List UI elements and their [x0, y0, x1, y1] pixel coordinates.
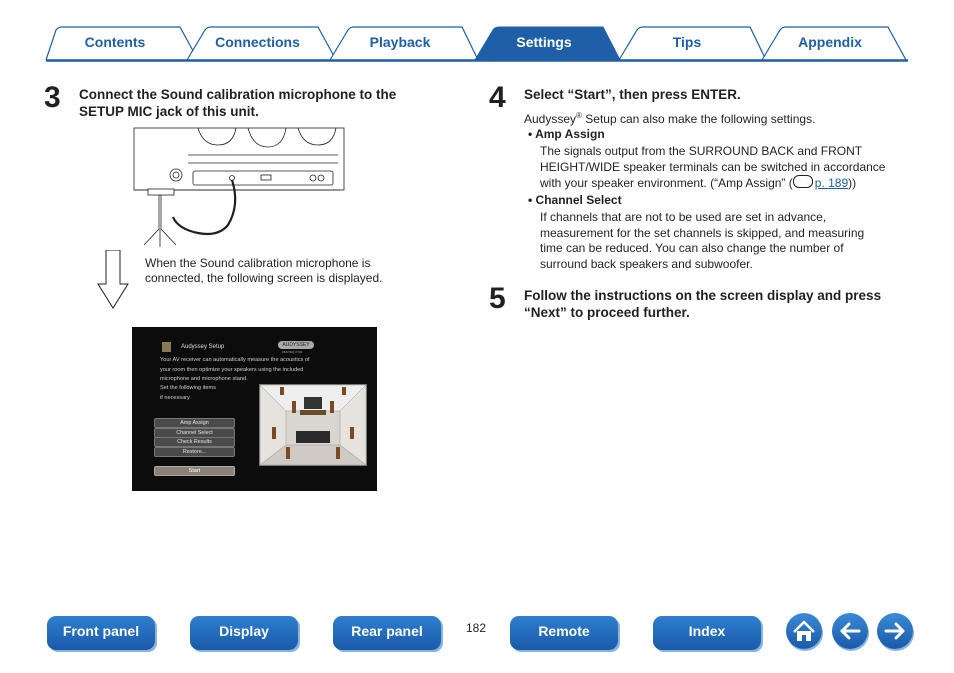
- menu-check-results[interactable]: Check Results: [154, 437, 235, 447]
- screen-desc-line5: if necessary.: [160, 394, 191, 401]
- step-5-title-line1: Follow the instructions on the screen display and press: [524, 288, 882, 303]
- page-reference-icon: [793, 175, 813, 188]
- channel-select-line1: If channels that are not to be used are set in advance,: [540, 210, 827, 224]
- microphone-connection-illustration: [128, 125, 353, 250]
- amp-assign-line3-pre: with your speaker environment. (“Amp Assign” (: [540, 176, 793, 190]
- screen-desc-line1: Your AV receiver can automatically measure the acoustics of: [160, 357, 310, 363]
- screen-description: [160, 356, 360, 385]
- home-button[interactable]: [786, 613, 822, 649]
- amp-assign-line1: The signals output from the SURROUND BACK and FRONT: [540, 144, 863, 158]
- tab-playback[interactable]: Playback: [369, 34, 431, 50]
- screen-header: Audyssey Setup: [181, 344, 225, 350]
- audyssey-setup-screen: [132, 327, 377, 491]
- index-button[interactable]: Index: [653, 616, 761, 650]
- channel-select-line3: time can be reduced. You can also change the number of: [540, 241, 844, 255]
- step-4-title: Select “Start”, then press ENTER.: [524, 87, 741, 102]
- arrow-left-icon: [832, 613, 868, 649]
- registered-mark: ®: [576, 111, 582, 120]
- menu-channel-select[interactable]: Channel Select: [154, 428, 235, 438]
- remote-button[interactable]: Remote: [510, 616, 618, 650]
- step-3-number: 3: [44, 81, 61, 114]
- step-4-number: 4: [489, 81, 506, 114]
- tab-shapes: [0, 0, 954, 64]
- tab-contents[interactable]: Contents: [84, 34, 146, 50]
- bullet-channel-select-head: Channel Select: [535, 193, 622, 207]
- step-5-number: 5: [489, 282, 506, 315]
- amp-assign-line3: [540, 175, 885, 192]
- tab-bar: [0, 0, 954, 64]
- step-3-caption-line2: connected, the following screen is displayed.: [145, 271, 383, 285]
- forward-button[interactable]: [877, 613, 913, 649]
- bullet-amp-assign: • Amp Assign: [528, 127, 605, 141]
- amp-assign-line3-post: )): [848, 176, 857, 190]
- tab-connections[interactable]: Connections: [215, 34, 300, 50]
- page-number: 182: [466, 621, 487, 635]
- menu-amp-assign[interactable]: Amp Assign: [154, 418, 235, 428]
- back-button[interactable]: [832, 613, 868, 649]
- channel-select-line4: surround back speakers and subwoofer.: [540, 256, 753, 271]
- tab-appendix[interactable]: Appendix: [798, 34, 862, 50]
- bullet-amp-assign-body: [540, 144, 885, 192]
- page-reference-link[interactable]: p. 189: [814, 176, 849, 190]
- rear-panel-button[interactable]: Rear panel: [333, 616, 441, 650]
- channel-select-line2: measurement for the set channels is skipped, and measuring: [540, 225, 865, 240]
- bullet-channel-select-body: [540, 210, 864, 272]
- screen-desc-line4: Set the following items: [160, 385, 216, 391]
- amp-assign-line2: HEIGHT/WIDE speaker terminals can be switched in accordance: [540, 159, 886, 174]
- step-4-intro-post: Setup can also make the following settings.: [581, 112, 816, 126]
- bullet-channel-select: • Channel Select: [528, 193, 622, 207]
- start-button[interactable]: Start: [154, 466, 235, 476]
- room-illustration: [259, 384, 367, 466]
- audyssey-logo: AUDYSSEY: [278, 341, 314, 349]
- step-3-caption-line1: When the Sound calibration microphone is: [145, 256, 371, 270]
- bullet-amp-assign-head: Amp Assign: [535, 127, 605, 141]
- tab-settings[interactable]: Settings: [516, 34, 572, 50]
- down-arrow-icon: [96, 250, 130, 310]
- step-4-intro: [524, 108, 815, 128]
- step-3-title-line2: SETUP MIC jack of this unit.: [79, 104, 259, 119]
- tab-tips[interactable]: Tips: [672, 34, 702, 50]
- screen-desc-line3: microphone and microphone stand.: [160, 376, 248, 382]
- screen-description-2: [160, 384, 250, 403]
- step-5-title-line2: “Next” to proceed further.: [524, 305, 690, 320]
- screen-desc-line2: your room then optimize your speakers using the included: [160, 366, 304, 373]
- display-button[interactable]: Display: [190, 616, 298, 650]
- step-3-title-line1: Connect the Sound calibration microphone to the: [79, 87, 397, 102]
- menu-restore[interactable]: Restore...: [154, 447, 235, 457]
- step-4-intro-pre: Audyssey: [524, 112, 577, 126]
- speaker-icon: [162, 342, 171, 352]
- arrow-right-icon: [877, 613, 913, 649]
- audyssey-logo-sub: MULTEQ XT32: [282, 350, 303, 354]
- front-panel-button[interactable]: Front panel: [47, 616, 155, 650]
- home-icon: [786, 613, 822, 649]
